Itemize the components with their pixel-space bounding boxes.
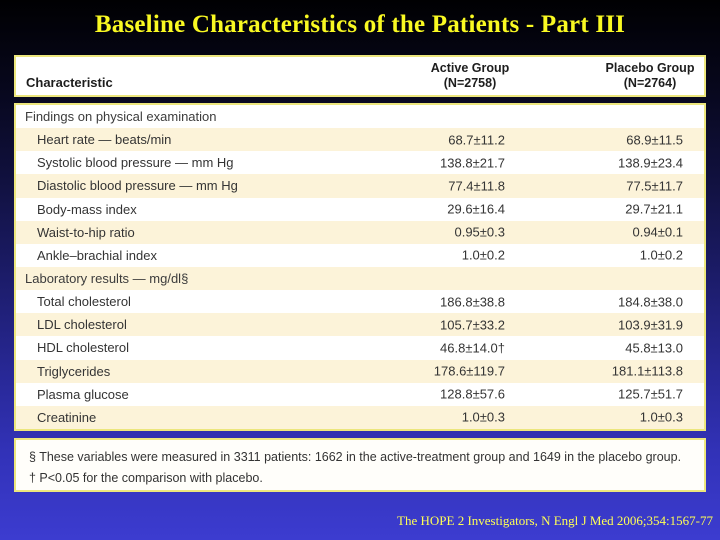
active-group-label: Active Group	[430, 61, 510, 75]
placebo-group-value: 138.9±23.4	[618, 155, 683, 171]
table-row	[16, 360, 704, 383]
placebo-group-value: 68.9±11.5	[626, 132, 683, 148]
placebo-group-value: 125.7±51.7	[618, 386, 683, 402]
table-row	[16, 128, 704, 151]
table-row	[16, 406, 704, 429]
row-label: Diastolic blood pressure — mm Hg	[37, 178, 238, 194]
footnotes-panel	[14, 438, 706, 492]
active-group-value: 77.4±11.8	[448, 178, 505, 194]
active-group-value: 46.8±14.0†	[440, 340, 505, 356]
row-label: Triglycerides	[37, 363, 111, 379]
table-header-panel	[14, 55, 706, 97]
row-label: Creatinine	[37, 409, 97, 425]
column-header-placebo-group	[606, 61, 695, 91]
row-label: Ankle–brachial index	[37, 247, 157, 263]
table-row	[16, 290, 704, 313]
footnote-line: † P<0.05 for the comparison with placebo.	[29, 471, 263, 485]
table-section-row	[16, 267, 704, 290]
table-row	[16, 313, 704, 336]
citation: The HOPE 2 Investigators, N Engl J Med 2006;354:1567-77	[397, 513, 713, 528]
column-header-characteristic: Characteristic	[26, 75, 113, 90]
active-group-value: 186.8±38.8	[440, 294, 505, 310]
placebo-group-value: 1.0±0.3	[639, 409, 683, 425]
placebo-group-label: Placebo Group	[605, 61, 695, 75]
row-label: Heart rate — beats/min	[37, 132, 172, 148]
placebo-group-n: (N=2764)	[623, 76, 677, 90]
table-row	[16, 244, 704, 267]
active-group-n: (N=2758)	[443, 76, 497, 90]
slide-title: Baseline Characteristics of the Patients - Part III	[94, 11, 626, 38]
table-row	[16, 383, 704, 406]
active-group-value: 68.7±11.2	[448, 132, 505, 148]
row-label: Total cholesterol	[37, 294, 131, 310]
row-label: Findings on physical examination	[25, 109, 217, 125]
placebo-group-value: 181.1±113.8	[611, 363, 683, 379]
placebo-group-value: 77.5±11.7	[626, 178, 683, 194]
placebo-group-value: 103.9±31.9	[618, 317, 683, 333]
row-label: Waist-to-hip ratio	[37, 224, 135, 240]
row-label: LDL cholesterol	[37, 317, 127, 333]
placebo-group-value: 184.8±38.0	[618, 294, 683, 310]
placebo-group-value: 0.94±0.1	[632, 224, 683, 240]
active-group-value: 1.0±0.3	[461, 409, 505, 425]
active-group-value: 1.0±0.2	[461, 247, 505, 263]
active-group-value: 128.8±57.6	[440, 386, 505, 402]
placebo-group-value: 29.7±21.1	[625, 201, 683, 217]
table-body-panel	[14, 103, 706, 431]
active-group-value: 29.6±16.4	[447, 201, 505, 217]
row-label: Body-mass index	[37, 201, 137, 217]
row-label: Plasma glucose	[37, 386, 129, 402]
row-label: Systolic blood pressure — mm Hg	[37, 155, 234, 171]
placebo-group-value: 1.0±0.2	[639, 247, 683, 263]
row-label: HDL cholesterol	[37, 340, 130, 356]
active-group-value: 178.6±119.7	[433, 363, 505, 379]
column-header-active-group	[431, 61, 510, 91]
active-group-value: 138.8±21.7	[440, 155, 505, 171]
placebo-group-value: 45.8±13.0	[625, 340, 683, 356]
footnote-line: § These variables were measured in 3311 patients: 1662 in the active-treatment group and 1649 in the placebo group.	[29, 450, 682, 464]
row-label: Laboratory results — mg/dl§	[25, 271, 189, 287]
table-row	[16, 336, 704, 359]
active-group-value: 0.95±0.3	[454, 224, 505, 240]
table-row	[16, 174, 704, 197]
table-row	[16, 151, 704, 174]
table-section-row	[16, 105, 704, 128]
table-row	[16, 198, 704, 221]
active-group-value: 105.7±33.2	[440, 317, 505, 333]
table-row	[16, 221, 704, 244]
